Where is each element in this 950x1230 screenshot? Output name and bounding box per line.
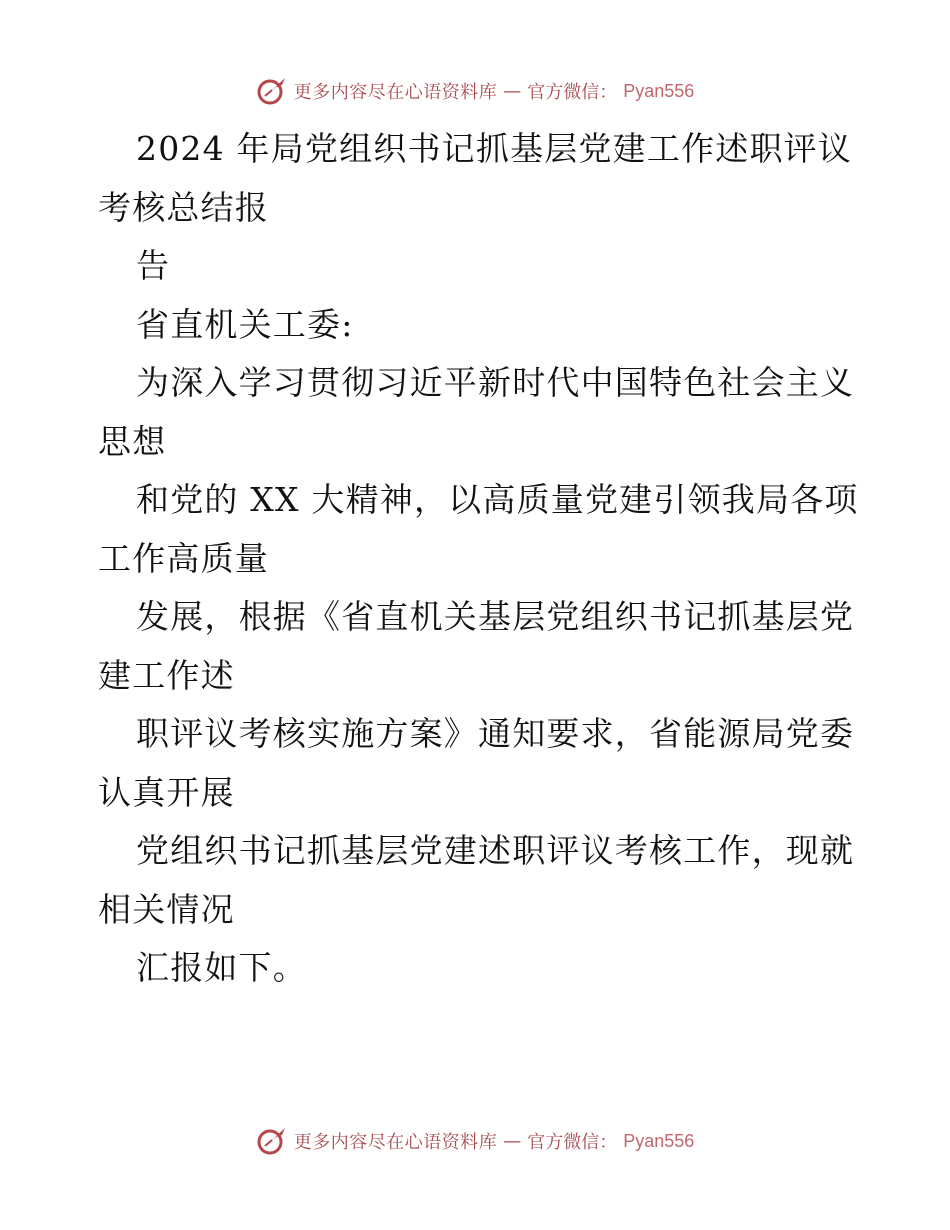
watermark-main-text: 更多内容尽在心语资料库 <box>293 1132 498 1153</box>
text-line: 为深入学习贯彻习近平新时代中国特色社会主义 <box>136 363 855 402</box>
text-line: 省直机关工委: <box>136 304 354 344</box>
text-line: 认真开展 <box>98 772 235 812</box>
text-line: 发展，根据《省直机关基层党组织书记抓基层党 <box>136 597 855 636</box>
watermark-wechat-id: Pyan556 <box>623 1130 695 1151</box>
watermark-sub-text: 官方微信： <box>527 1132 618 1153</box>
watermark-wechat-id: Pyan556 <box>623 80 695 101</box>
header-watermark <box>0 74 950 108</box>
document-body <box>98 120 858 998</box>
text-line: 汇报如下。 <box>136 948 307 987</box>
watermark-main-text: 更多内容尽在心语资料库 <box>293 82 498 103</box>
text-line: 建工作述 <box>98 655 235 695</box>
quill-logo-icon <box>256 75 288 107</box>
watermark-separator: — <box>503 1130 522 1152</box>
watermark-sub-text: 官方微信： <box>527 82 618 103</box>
text-line: 相关情况 <box>98 889 235 929</box>
text-line: 职评议考核实施方案》通知要求，省能源局党委 <box>136 714 855 753</box>
watermark-separator: — <box>503 80 522 102</box>
text-line: 思想 <box>98 421 167 461</box>
text-line: 告 <box>136 246 171 285</box>
quill-logo-icon <box>256 1125 288 1157</box>
text-line: 和党的 XX 大精神，以高质量党建引领我局各项 <box>136 480 859 519</box>
text-line: 党组织书记抓基层党建述职评议考核工作，现就 <box>136 831 855 870</box>
text-line: 工作高质量 <box>98 538 269 578</box>
text-line: 考核总结报 <box>98 187 269 227</box>
footer-watermark <box>0 1124 950 1158</box>
text-line: 2024 年局党组织书记抓基层党建工作述职评议 <box>136 129 853 168</box>
